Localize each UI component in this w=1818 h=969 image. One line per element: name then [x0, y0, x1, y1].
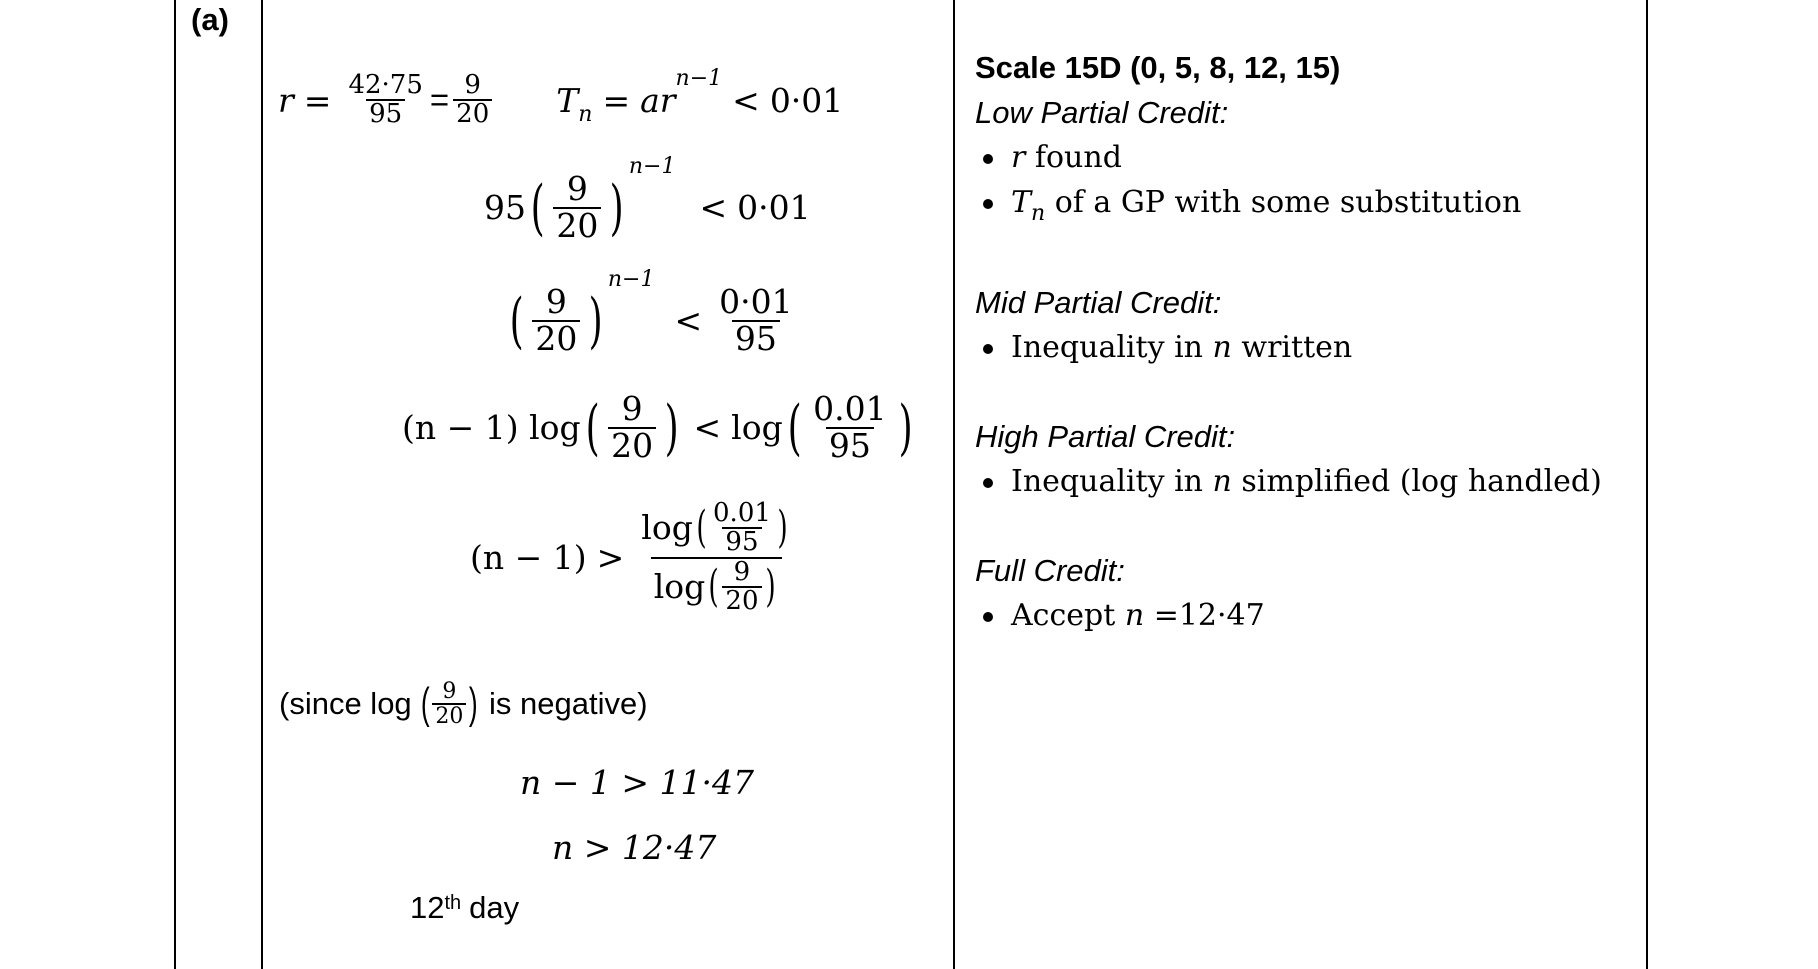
- bullet-icon: [983, 478, 993, 488]
- solution-note: [279, 680, 648, 728]
- section-heading-mid: Mid Partial Credit:: [975, 285, 1222, 320]
- denominator-log: [651, 557, 782, 616]
- left-paren: (: [509, 285, 524, 356]
- fraction: [345, 72, 425, 129]
- bullet-icon: [983, 199, 993, 209]
- numerator: 42·75: [348, 70, 423, 100]
- log: log: [731, 408, 783, 448]
- table-border-right: [1646, 0, 1648, 969]
- fraction: [722, 556, 761, 616]
- left-paren: (: [708, 560, 719, 612]
- big-fraction: [638, 500, 794, 615]
- solution-line-result2: [552, 828, 716, 867]
- math-T: T: [1011, 185, 1032, 220]
- log: log: [653, 566, 706, 606]
- term-ar: ar: [640, 80, 676, 120]
- exponent: n−1: [628, 154, 676, 179]
- numerator: 0.01: [713, 498, 771, 528]
- bullet-text: Inequality in: [1011, 330, 1213, 365]
- right-paren: ): [589, 285, 604, 356]
- marking-scheme: [975, 45, 1602, 638]
- equals: =: [602, 80, 631, 120]
- left-paren: (: [787, 392, 802, 463]
- value: 0·01: [737, 188, 811, 228]
- denominator: 20: [432, 703, 466, 728]
- fraction: [553, 169, 601, 245]
- less-than: <: [699, 188, 728, 228]
- math-n: n: [1212, 464, 1232, 499]
- bullet-inequality-written: [975, 325, 1602, 370]
- answer-word: day: [469, 890, 520, 925]
- table-border-left: [174, 0, 176, 969]
- numerator: 9: [464, 70, 481, 100]
- fraction: [432, 680, 466, 728]
- denominator: 20: [608, 427, 656, 464]
- answer-ordinal: th: [444, 892, 462, 914]
- solution-answer: [410, 890, 519, 926]
- denominator: 95: [732, 320, 780, 357]
- solution-line-solve: [470, 500, 798, 615]
- solution-line-substitution: [484, 154, 811, 245]
- fraction: [453, 72, 492, 129]
- right-paren: ): [664, 392, 679, 463]
- left-paren: (: [420, 679, 430, 729]
- equals: =: [303, 80, 332, 120]
- denominator: 95: [826, 427, 874, 464]
- value: 0·01: [769, 80, 844, 120]
- less-than: <: [674, 301, 703, 341]
- bullet-tn-gp: [975, 180, 1602, 236]
- bullet-icon: [983, 612, 993, 622]
- math-n: n: [1212, 330, 1232, 365]
- fraction: [810, 389, 889, 465]
- denominator: 20: [453, 99, 492, 128]
- numerator-log: [638, 500, 794, 557]
- right-paren: ): [764, 560, 776, 612]
- right-paren: ): [610, 172, 625, 243]
- subscript-n: n: [1031, 201, 1046, 226]
- right-paren: ): [777, 502, 788, 554]
- greater-than: >: [596, 538, 625, 578]
- scale-title: Scale 15D (0, 5, 8, 12, 15): [975, 50, 1341, 85]
- section-heading-low: Low Partial Credit:: [975, 95, 1229, 130]
- numerator: 9: [566, 169, 588, 208]
- lhs: (n − 1) log: [402, 408, 581, 448]
- table-border-middle: [953, 0, 955, 969]
- numerator: 9: [733, 556, 751, 587]
- less-than: <: [732, 80, 760, 120]
- lhs: (n − 1): [470, 538, 587, 578]
- subscript-n: n: [578, 101, 593, 127]
- denominator: 95: [366, 99, 405, 128]
- bullet-text: written: [1231, 330, 1353, 365]
- part-label: (a): [191, 2, 229, 37]
- denominator: 20: [532, 320, 580, 357]
- note-prefix: (since log: [279, 686, 412, 722]
- bullet-text: Accept: [1011, 598, 1125, 633]
- answer-number: 12: [410, 890, 445, 925]
- log: log: [641, 507, 693, 547]
- numerator: 9: [442, 679, 457, 704]
- bullet-text: Inequality in: [1011, 464, 1213, 499]
- bullet-text: of a GP with some substitution: [1045, 185, 1522, 220]
- left-paren: (: [696, 502, 707, 554]
- solution-line-result1: [520, 763, 754, 802]
- section-heading-full: Full Credit:: [975, 553, 1125, 588]
- bullet-r-found: [975, 135, 1602, 180]
- inequality: n > 12·47: [552, 828, 717, 867]
- denominator: 95: [722, 527, 761, 556]
- exponent: n−1: [675, 66, 723, 91]
- fraction: [608, 389, 656, 465]
- var-T: T: [556, 80, 579, 120]
- table-border-label: [261, 0, 263, 969]
- denominator: 20: [553, 207, 601, 244]
- var-r: r: [278, 80, 294, 120]
- right-paren: ): [898, 392, 913, 463]
- fraction: [710, 500, 774, 557]
- bullet-text: =12·47: [1144, 598, 1265, 633]
- left-paren: (: [585, 392, 600, 463]
- note-suffix: is negative): [489, 686, 648, 722]
- left-paren: (: [530, 172, 545, 243]
- bullet-icon: [983, 154, 993, 164]
- right-paren: ): [469, 679, 479, 729]
- numerator: 0·01: [719, 282, 793, 321]
- denominator: 20: [722, 586, 761, 615]
- math-r: r: [1011, 140, 1026, 175]
- solution-line-ratio: [278, 66, 844, 130]
- bullet-text: simplified (log handled): [1231, 464, 1602, 499]
- bullet-icon: [983, 344, 993, 354]
- coefficient: 95: [484, 188, 526, 228]
- fraction: [532, 282, 580, 358]
- less-than: <: [693, 408, 722, 448]
- bullet-accept: [975, 593, 1602, 638]
- solution-line-divide: [505, 267, 800, 358]
- bullet-text: found: [1025, 140, 1122, 175]
- bullet-inequality-simplified: [975, 459, 1602, 504]
- equals: =: [429, 81, 450, 119]
- numerator: 0.01: [813, 389, 887, 428]
- solution-line-log: [402, 389, 917, 465]
- inequality: n − 1 > 11·47: [520, 763, 754, 802]
- section-heading-high: High Partial Credit:: [975, 419, 1236, 454]
- numerator: 9: [621, 389, 643, 428]
- math-n: n: [1124, 598, 1145, 633]
- numerator: 9: [545, 282, 567, 321]
- fraction: [716, 282, 795, 358]
- exponent: n−1: [607, 267, 655, 292]
